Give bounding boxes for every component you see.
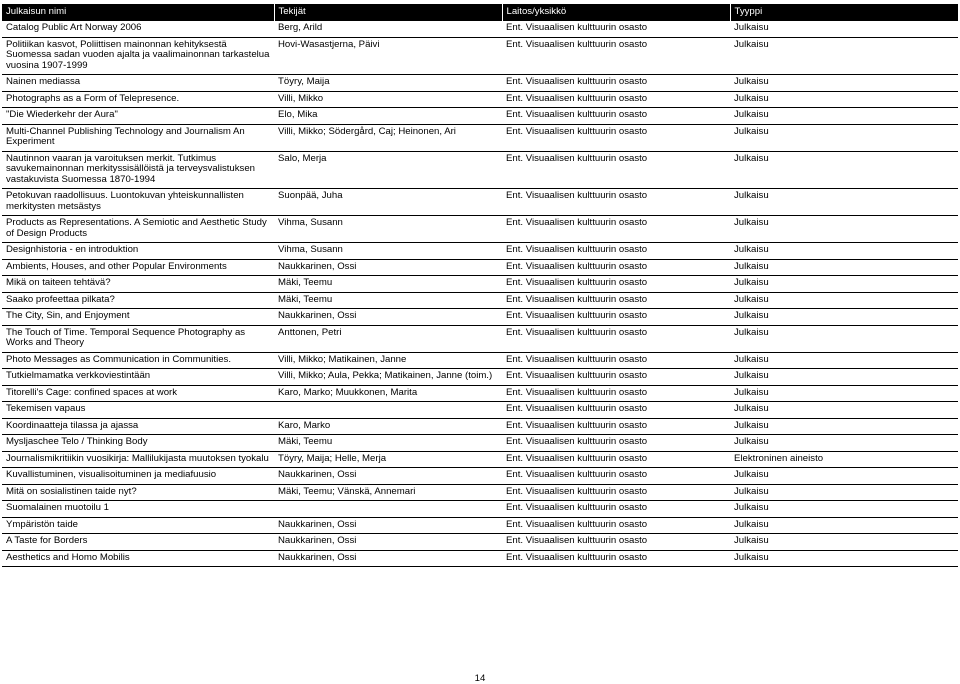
cell-title: Mysljaschee Telo / Thinking Body: [6, 436, 148, 447]
cell-department: Ent. Visuaalisen kulttuurin osasto: [506, 370, 648, 381]
cell-title: Designhistoria - en introduktion: [6, 244, 139, 255]
cell-title: Tekemisen vapaus: [6, 403, 86, 414]
cell-department: Ent. Visuaalisen kulttuurin osasto: [506, 326, 648, 338]
cell-authors: Villi, Mikko; Södergård, Caj; Heinonen, Ari: [278, 125, 456, 137]
cell-authors: Töyry, Maija; Helle, Merja: [278, 452, 387, 464]
cell-type: Julkaisu: [734, 277, 769, 288]
cell-department: Ent. Visuaalisen kulttuurin osasto: [506, 310, 648, 321]
cell-authors: Suonpää, Juha: [278, 190, 343, 201]
cell-authors: Mäki, Teemu; Vänskä, Annemari: [278, 485, 416, 497]
cell-title: Photo Messages as Communication in Communities.: [6, 353, 232, 365]
cell-type: Julkaisu: [734, 370, 769, 381]
table-row: [2, 501, 958, 518]
cell-department: Ent. Visuaalisen kulttuurin osasto: [506, 190, 648, 201]
table-row: [2, 468, 958, 485]
cell-department: Ent. Visuaalisen kulttuurin osasto: [506, 152, 648, 164]
table-row: [2, 21, 958, 38]
table-row: [2, 352, 958, 369]
publications-table: [2, 4, 959, 567]
cell-authors: Naukkarinen, Ossi: [278, 535, 357, 546]
table-row: [2, 216, 958, 243]
cell-authors: Naukkarinen, Ossi: [278, 551, 357, 563]
cell-title: "Die Wiederkehr der Aura": [6, 109, 118, 120]
cell-authors: Mäki, Teemu: [278, 277, 333, 288]
cell-title: Mikä on taiteen tehtävä?: [6, 277, 111, 288]
cell-title: The City, Sin, and Enjoyment: [6, 310, 130, 321]
cell-authors: Karo, Marko: [278, 419, 331, 431]
cell-title: Photographs as a Form of Telepresence.: [6, 92, 180, 104]
cell-title: Ympäristön taide: [6, 518, 78, 530]
cell-authors: Naukkarinen, Ossi: [278, 469, 357, 480]
cell-department: Ent. Visuaalisen kulttuurin osasto: [506, 518, 648, 530]
cell-title: Aesthetics and Homo Mobilis: [6, 551, 130, 563]
cell-title: Products as Representations. A Semiotic and Aesthetic Study of Design Products: [6, 217, 267, 239]
cell-authors: Naukkarinen, Ossi: [278, 260, 357, 272]
cell-department: Ent. Visuaalisen kulttuurin osasto: [506, 551, 648, 563]
cell-title: Titorelli's Cage: confined spaces at work: [6, 386, 178, 398]
cell-type: Julkaisu: [734, 485, 769, 497]
cell-title: Nautinnon vaaran ja varoituksen merkit. Tutkimus savukemainonnan merkityssisällöistä ja terveysvalistuksen vastakuvista Suomessa 1870-1994: [6, 152, 256, 185]
cell-title: The Touch of Time. Temporal Sequence Photography as Works and Theory: [6, 326, 246, 348]
table-row: [2, 309, 958, 326]
cell-authors: Naukkarinen, Ossi: [278, 310, 357, 321]
cell-department: Ent. Visuaalisen kulttuurin osasto: [506, 485, 648, 497]
table-row: [2, 259, 958, 276]
table-row: [2, 124, 958, 151]
cell-type: Julkaisu: [734, 244, 769, 255]
cell-department: Ent. Visuaalisen kulttuurin osasto: [506, 403, 648, 414]
cell-authors: Mäki, Teemu: [278, 293, 333, 305]
cell-type: Julkaisu: [734, 190, 769, 201]
table-row: [2, 243, 958, 260]
cell-authors: Salo, Merja: [278, 152, 327, 164]
cell-authors: Berg, Arild: [278, 22, 323, 33]
cell-department: Ent. Visuaalisen kulttuurin osasto: [506, 502, 648, 513]
table-row: [2, 484, 958, 501]
cell-authors: Töyry, Maija: [278, 76, 330, 87]
cell-type: Julkaisu: [734, 386, 769, 398]
cell-department: Ent. Visuaalisen kulttuurin osasto: [506, 293, 648, 305]
cell-department: Ent. Visuaalisen kulttuurin osasto: [506, 92, 648, 104]
table-row: [2, 534, 958, 551]
cell-department: Ent. Visuaalisen kulttuurin osasto: [506, 436, 648, 447]
cell-type: Julkaisu: [734, 76, 769, 87]
cell-department: Ent. Visuaalisen kulttuurin osasto: [506, 452, 648, 464]
cell-authors: Elo, Mika: [278, 109, 318, 120]
table-row: [2, 402, 958, 419]
cell-authors: Villi, Mikko: [278, 92, 324, 104]
cell-title: Petokuvan raadollisuus. Luontokuvan yhteiskunnallisten merkitysten metsästys: [6, 190, 244, 212]
cell-title: Suomalainen muotoilu 1: [6, 502, 109, 513]
cell-department: Ent. Visuaalisen kulttuurin osasto: [506, 244, 648, 255]
table-header: [2, 4, 958, 21]
table-row: [2, 189, 958, 216]
cell-department: Ent. Visuaalisen kulttuurin osasto: [506, 277, 648, 288]
cell-authors: Anttonen, Petri: [278, 326, 342, 338]
cell-type: Julkaisu: [734, 436, 769, 447]
cell-department: Ent. Visuaalisen kulttuurin osasto: [506, 22, 648, 33]
cell-authors: Vihma, Susann: [278, 217, 343, 228]
cell-title: Saako profeettaa pilkata?: [6, 293, 115, 305]
cell-department: Ent. Visuaalisen kulttuurin osasto: [506, 469, 648, 480]
cell-authors: Vihma, Susann: [278, 244, 343, 255]
cell-title: Kuvallistuminen, visualisoituminen ja mediafuusio: [6, 469, 217, 480]
cell-type: Julkaisu: [734, 403, 769, 414]
page-number: 14: [474, 673, 486, 684]
cell-title: Ambients, Houses, and other Popular Environments: [6, 260, 227, 272]
table-row: [2, 91, 958, 108]
cell-department: Ent. Visuaalisen kulttuurin osasto: [506, 535, 648, 546]
cell-authors: Villi, Mikko; Aula, Pekka; Matikainen, Janne (toim.): [278, 370, 493, 381]
cell-title: Catalog Public Art Norway 2006: [6, 22, 142, 33]
table-row: [2, 550, 958, 567]
cell-department: Ent. Visuaalisen kulttuurin osasto: [506, 260, 648, 272]
cell-type: Julkaisu: [734, 293, 769, 305]
cell-authors: [274, 501, 502, 518]
cell-authors: Karo, Marko; Muukkonen, Marita: [278, 386, 418, 398]
table-row: [2, 37, 958, 75]
cell-type: Julkaisu: [734, 217, 769, 228]
table-row: [2, 151, 958, 189]
cell-title: A Taste for Borders: [6, 535, 88, 546]
header-title: Julkaisun nimi: [2, 4, 274, 21]
cell-department: Ent. Visuaalisen kulttuurin osasto: [506, 109, 648, 120]
cell-title: Koordinaatteja tilassa ja ajassa: [6, 419, 139, 431]
header-department: Laitos/yksikkö: [502, 4, 730, 21]
table-row: [2, 435, 958, 452]
cell-department: Ent. Visuaalisen kulttuurin osasto: [506, 217, 648, 228]
cell-type: Julkaisu: [734, 152, 769, 164]
cell-type: Julkaisu: [734, 419, 769, 431]
cell-authors: Hovi-Wasastjerna, Päivi: [278, 38, 380, 50]
cell-authors: Naukkarinen, Ossi: [278, 518, 357, 530]
table-row: [2, 517, 958, 534]
cell-department: Ent. Visuaalisen kulttuurin osasto: [506, 386, 648, 398]
cell-department: Ent. Visuaalisen kulttuurin osasto: [506, 419, 648, 431]
cell-type: Julkaisu: [734, 109, 769, 120]
header-row: [2, 4, 958, 21]
cell-type: Julkaisu: [734, 326, 769, 338]
table-row: [2, 108, 958, 125]
cell-type: Julkaisu: [734, 353, 769, 365]
table-row: [2, 451, 958, 468]
table-row: [2, 325, 958, 352]
cell-authors: Villi, Mikko; Matikainen, Janne: [278, 353, 407, 365]
table-row: [2, 276, 958, 293]
cell-title: Tutkielmamatka verkkoviestintään: [6, 370, 151, 381]
cell-type: Julkaisu: [734, 518, 769, 530]
cell-title: Mitä on sosialistinen taide nyt?: [6, 485, 137, 497]
cell-department: Ent. Visuaalisen kulttuurin osasto: [506, 125, 648, 137]
cell-type: Julkaisu: [734, 22, 769, 33]
cell-type: Julkaisu: [734, 125, 769, 137]
header-type: Tyyppi: [730, 4, 958, 21]
cell-title: Nainen mediassa: [6, 76, 81, 87]
table-row: [2, 369, 958, 386]
cell-type: Julkaisu: [734, 502, 769, 513]
cell-type: Julkaisu: [734, 38, 769, 50]
header-authors: Tekijät: [274, 4, 502, 21]
cell-title: Journalismikritiikin vuosikirja: Mallilukijasta muutoksen tyokalu: [6, 452, 269, 464]
cell-title: Multi-Channel Publishing Technology and Journalism An Experiment: [6, 125, 245, 147]
table-row: [2, 75, 958, 92]
cell-department: Ent. Visuaalisen kulttuurin osasto: [506, 76, 648, 87]
cell-type: Julkaisu: [734, 469, 769, 480]
cell-type: Julkaisu: [734, 535, 769, 546]
cell-authors: Mäki, Teemu: [278, 436, 333, 447]
table-row: [2, 418, 958, 435]
table-body: [2, 21, 958, 567]
table-row: [2, 292, 958, 309]
table-row: [2, 385, 958, 402]
cell-department: Ent. Visuaalisen kulttuurin osasto: [506, 353, 648, 365]
cell-type: Julkaisu: [734, 551, 769, 563]
cell-type: Julkaisu: [734, 92, 769, 104]
cell-type: Julkaisu: [734, 310, 769, 321]
cell-department: Ent. Visuaalisen kulttuurin osasto: [506, 38, 648, 50]
cell-type: Julkaisu: [734, 260, 769, 272]
cell-authors: [274, 402, 502, 419]
cell-type: Elektroninen aineisto: [734, 452, 824, 464]
cell-title: Politiikan kasvot, Poliittisen mainonnan kehityksestä Suomessa sadan vuoden ajalta ja vaalimainonnan tarkastelua vuosina 1907-1999: [6, 38, 270, 71]
